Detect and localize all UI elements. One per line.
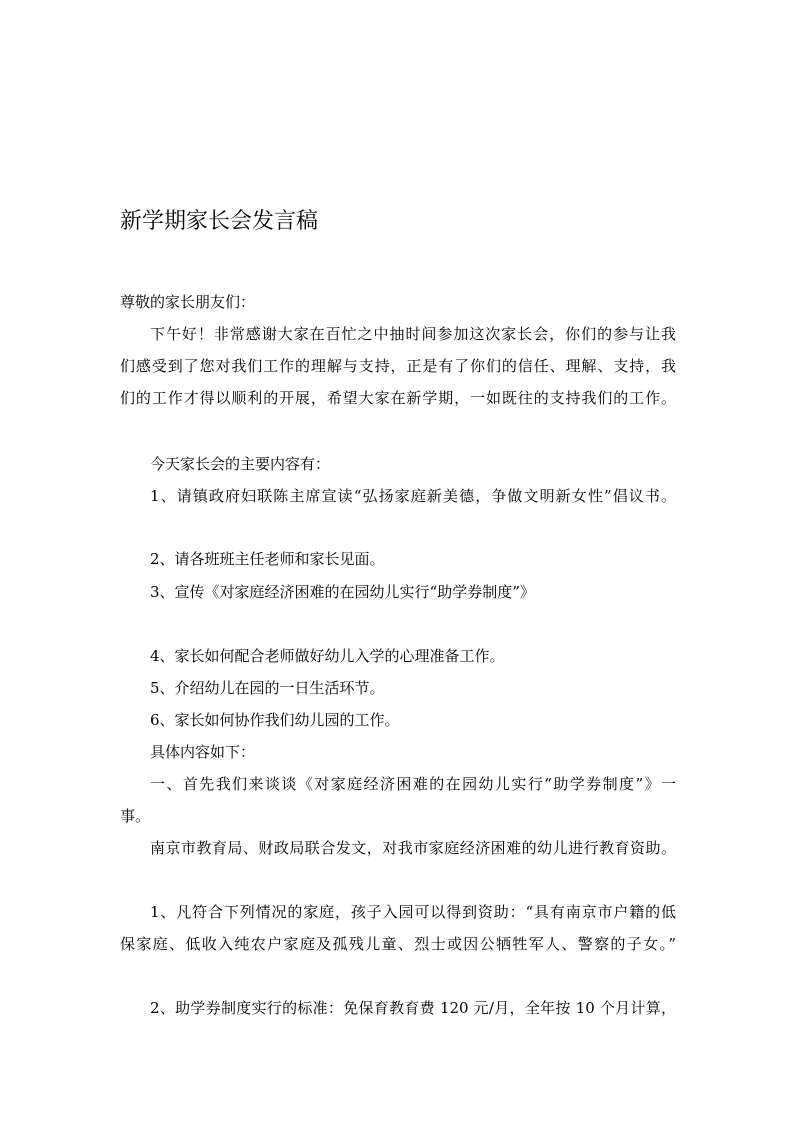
agenda-item: 1、请镇政府妇联陈主席宣读“弘扬家庭新美德，争做文明新女性”倡议书。 xyxy=(150,487,676,505)
paragraph-line: 1、凡符合下列情况的家庭，孩子入园可以得到资助：“具有南京市户籍的低 xyxy=(150,903,676,921)
details-heading: 具体内容如下： xyxy=(150,743,256,761)
paragraph-line: 下午好！非常感谢大家在百忙之中抽时间参加这次家长会，你们的参与让我 xyxy=(150,325,676,343)
agenda-item: 5、介绍幼儿在园的一日生活环节。 xyxy=(150,679,385,697)
paragraph-line: 一、首先我们来谈谈《对家庭经济困难的在园幼儿实行“助学券制度”》一 xyxy=(150,775,676,793)
paragraph-line: 保家庭、低收入纯农户家庭及孤残儿童、烈士或因公牺牲军人、警察的子女。” xyxy=(120,935,676,953)
document-title: 新学期家长会发言稿 xyxy=(120,209,319,234)
agenda-item: 4、家长如何配合老师做好幼儿入学的心理准备工作。 xyxy=(150,647,505,665)
paragraph-line: 事。 xyxy=(120,807,151,825)
paragraph-line: 们的工作才得以顺利的开展，希望大家在新学期，一如既往的支持我们的工作。 xyxy=(120,389,676,407)
agenda-item: 3、宣传《对家庭经济困难的在园幼儿实行“助学券制度”》 xyxy=(150,583,535,601)
agenda-item: 2、请各班班主任老师和家长见面。 xyxy=(150,550,385,568)
agenda-heading: 今天家长会的主要内容有： xyxy=(150,455,331,473)
salutation: 尊敬的家长朋友们： xyxy=(120,293,256,311)
paragraph-line: 们感受到了您对我们工作的理解与支持，正是有了你们的信任、理解、支持，我 xyxy=(120,357,676,375)
agenda-item: 6、家长如何协作我们幼儿园的工作。 xyxy=(150,711,400,729)
paragraph-line: 南京市教育局、财政局联合发文，对我市家庭经济困难的幼儿进行教育资助。 xyxy=(150,839,676,857)
paragraph-line: 2、助学券制度实行的标准：免保育教育费 120 元/月，全年按 10 个月计算， xyxy=(150,999,676,1017)
